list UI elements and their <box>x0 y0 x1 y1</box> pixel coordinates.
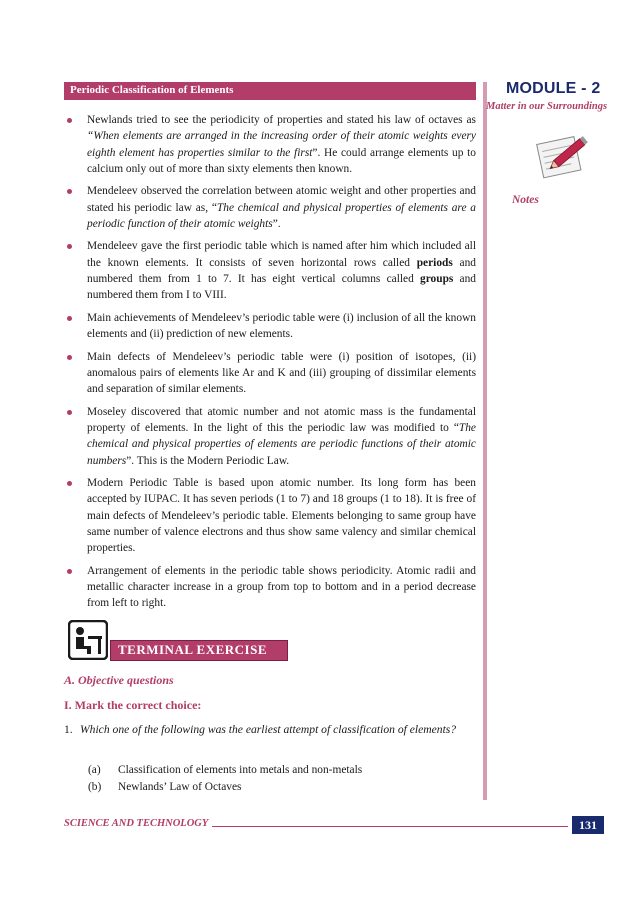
summary-item: Main defects of Mendeleev’s periodic table were (i) position of isotopes, (ii) anomalous pairs of elements like Ar and K and (iii) grouping of dissimilar elements and separation of similar elements. <box>64 349 476 398</box>
summary-item: Moseley discovered that atomic number and not atomic mass is the fundamental property of elements. In the light of this the periodic law was modified to “The chemical and physical properties of elements are periodic functions of their atomic numbers”. This is the Modern Periodic Law. <box>64 404 476 469</box>
question-1 <box>64 722 476 738</box>
section-i-heading: I. Mark the correct choice: <box>64 698 202 712</box>
page-number: 131 <box>572 816 604 834</box>
section-a-heading: A. Objective questions <box>64 673 174 687</box>
question-number: 1. <box>64 723 73 736</box>
notes-label: Notes <box>512 194 539 206</box>
terminal-exercise-title: TERMINAL EXERCISE <box>118 642 268 657</box>
option-text: Newlands’ Law of Octaves <box>118 781 242 793</box>
chapter-title: Periodic Classification of Elements <box>70 84 234 96</box>
option-b <box>88 781 241 793</box>
notes-pencil-icon <box>530 128 594 182</box>
question-text: Which one of the following was the earliest attempt of classification of elements? <box>80 723 457 736</box>
exercise-desk-icon <box>68 620 108 660</box>
terminal-exercise-banner <box>110 640 288 661</box>
module-subtitle: Matter in our Surroundings <box>486 101 608 112</box>
option-label: (b) <box>88 781 102 793</box>
module-title: MODULE - 2 <box>506 80 601 97</box>
chapter-header-bar <box>64 82 474 100</box>
margin-rule <box>483 82 487 800</box>
option-text: Classification of elements into metals and non-metals <box>118 764 363 776</box>
summary-item: Main achievements of Mendeleev’s periodic table were (i) inclusion of all the known elements and (ii) prediction of new elements. <box>64 310 476 343</box>
summary-item: Mendeleev gave the first periodic table which is named after him which included all the known elements. It consists of seven horizontal rows called periods and numbered them from 1 to 7. It has eight vertical columns called groups and numbered them from I to VIII. <box>64 238 476 303</box>
summary-list <box>64 112 476 618</box>
option-label: (a) <box>88 764 101 776</box>
book-title: SCIENCE AND TECHNOLOGY <box>64 818 212 829</box>
summary-item: Modern Periodic Table is based upon atomic number. Its long form has been accepted by IUPAC. It has seven periods (1 to 7) and 18 groups (1 to 18). It is free of main defects of Mendeleev’s periodic table. Elements belonging to same group have same number of valence electrons and thus show same valency and similar chemical properties. <box>64 475 476 556</box>
summary-item: Newlands tried to see the periodicity of properties and stated his law of octaves as “When elements are arranged in the increasing order of their atomic weights every eighth element has properties similar to the first”. He could arrange elements up to calcium only out of more than sixty elements then known. <box>64 112 476 177</box>
option-a <box>88 764 362 776</box>
summary-item: Arrangement of elements in the periodic table shows periodicity. Atomic radii and metallic character increase in a group from top to bottom and in a period decrease from left to right. <box>64 563 476 612</box>
header-divider <box>474 82 476 100</box>
summary-item: Mendeleev observed the correlation between atomic weight and other properties and stated his periodic law as, “The chemical and physical properties of elements are a periodic function of their atomic weights”. <box>64 183 476 232</box>
